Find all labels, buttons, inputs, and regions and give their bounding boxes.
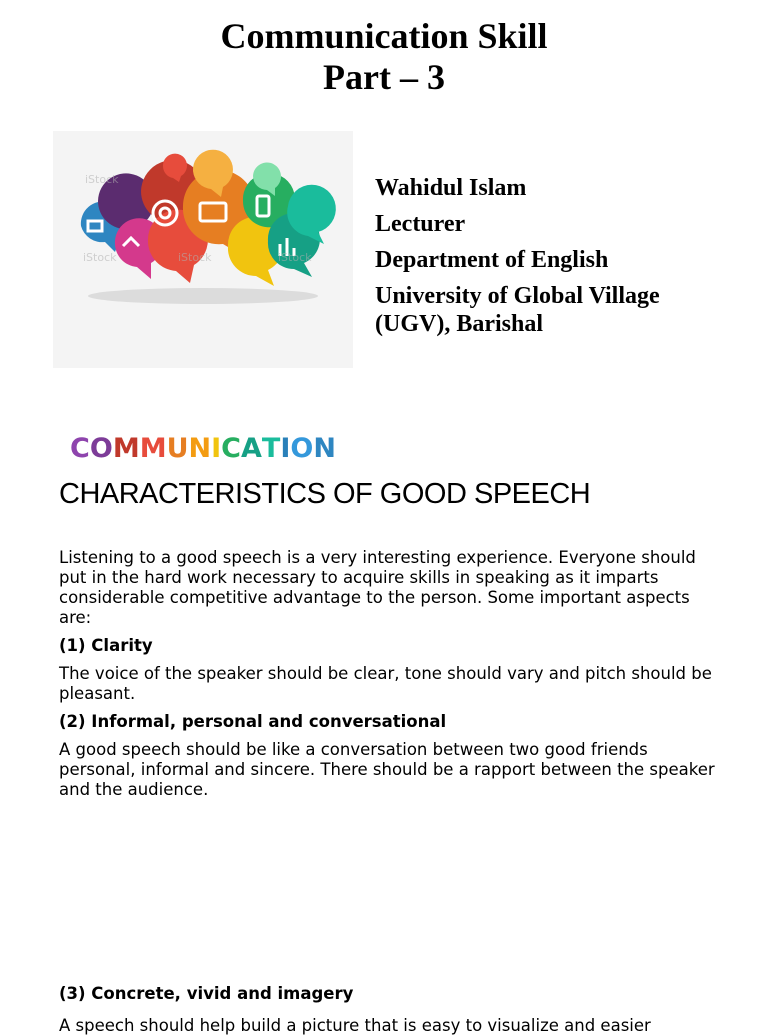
wordmark-letter: C xyxy=(70,433,90,464)
author-block xyxy=(375,170,755,338)
svg-text:iStock: iStock xyxy=(178,251,212,264)
section-body xyxy=(59,548,719,808)
slide-subtitle: Part – 3 xyxy=(323,57,445,97)
wordmark-letter: M xyxy=(112,433,140,464)
wordmark-letter: O xyxy=(290,433,314,464)
wordmark-letter: N xyxy=(188,433,212,464)
wordmark-letter: U xyxy=(166,433,189,464)
wordmark-letter: C xyxy=(221,433,241,464)
wordmark-letter: A xyxy=(241,433,262,464)
item-text-concrete: A speech should help build a picture that is easy to visualize and easier xyxy=(59,1016,651,1035)
section-body-continued xyxy=(59,984,739,1036)
communication-image xyxy=(53,131,353,464)
svg-text:iStock: iStock xyxy=(83,251,117,264)
author-university-city: (UGV), Barishal xyxy=(375,311,543,337)
item-title-informal: (2) Informal, personal and conversational xyxy=(59,712,447,731)
title-slide xyxy=(0,0,768,464)
author-role: Lecturer xyxy=(375,211,466,237)
author-name: Wahidul Islam xyxy=(375,175,527,201)
author-department: Department of English xyxy=(375,247,609,273)
svg-text:iStock: iStock xyxy=(278,251,312,264)
speech-bubbles-illustration xyxy=(53,131,353,368)
slide-title: Communication Skill xyxy=(220,16,548,56)
item-text-informal: A good speech should be like a conversation between two good friends personal, informal and sincere. There should be a rapport between the speaker and the audience. xyxy=(59,740,715,799)
content-slide xyxy=(0,440,768,1035)
item-text-clarity: The voice of the speaker should be clear, tone should vary and pitch should be pleasant. xyxy=(59,664,712,703)
item-title-concrete: (3) Concrete, vivid and imagery xyxy=(59,984,354,1003)
author-university: University of Global Village xyxy=(375,283,660,309)
intro-paragraph: Listening to a good speech is a very interesting experience. Everyone should put in the hard work necessary to acquire skills in speaking as it imparts considerable competitive advantage to the person. Some important aspects are: xyxy=(59,548,696,627)
wordmark-letter: M xyxy=(139,433,167,464)
wordmark-letter: T xyxy=(261,433,281,464)
section-heading: CHARACTERISTICS OF GOOD SPEECH xyxy=(59,478,591,510)
wordmark-letter: O xyxy=(89,433,113,464)
bubble-icons xyxy=(81,150,336,286)
wordmark-letter: N xyxy=(313,433,336,464)
wordmark-letter: I xyxy=(211,433,222,464)
svg-text:iStock: iStock xyxy=(85,173,119,186)
item-title-clarity: (1) Clarity xyxy=(59,636,153,655)
wordmark-letter: I xyxy=(280,433,291,464)
